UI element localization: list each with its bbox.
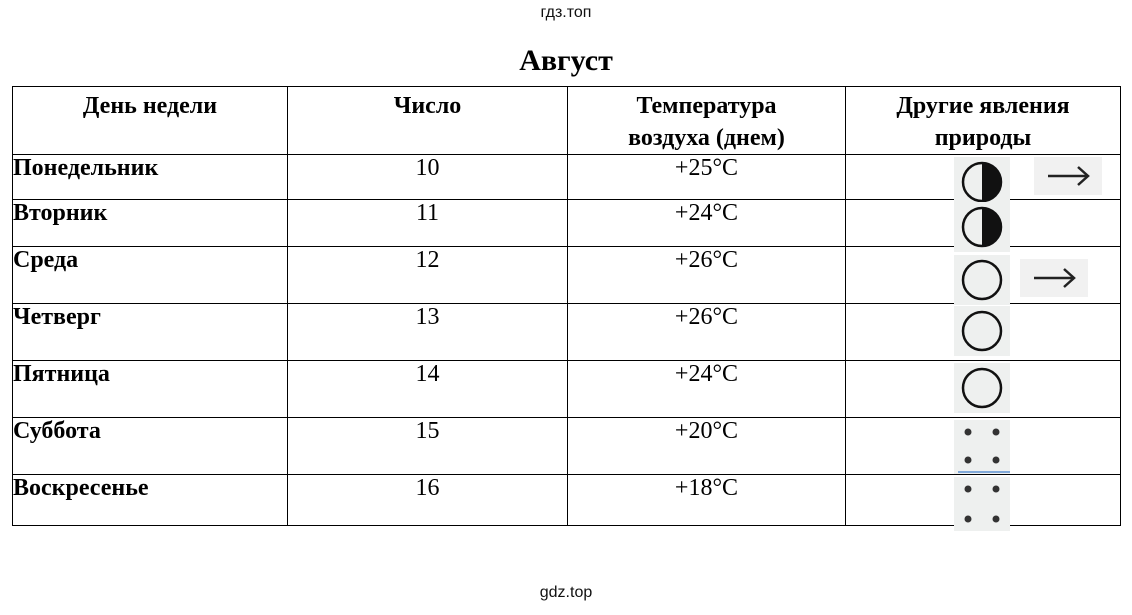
temperature-cell: +24°С (568, 361, 846, 418)
temperature-cell: +18°С (568, 475, 846, 526)
weather-table (12, 86, 1121, 526)
temperature-cell: +26°С (568, 247, 846, 304)
table-header-row (13, 87, 1121, 155)
watermark-top: гдз.топ (540, 4, 592, 21)
clear-icon (954, 306, 1010, 356)
header-temperature: Температура воздуха (днем) (568, 87, 846, 155)
temperature-cell: +20°С (568, 418, 846, 475)
header-day: День недели (13, 87, 288, 155)
table-row (13, 475, 1121, 526)
table-row (13, 304, 1121, 361)
day-cell: Воскресенье (13, 475, 288, 526)
page-title: Август (519, 44, 613, 77)
wind-arrow-icon (1020, 259, 1088, 297)
header-phenomena: Другие явления природы (846, 87, 1121, 155)
day-cell: Понедельник (13, 155, 288, 200)
header-number: Число (288, 87, 568, 155)
temperature-cell: +25°С (568, 155, 846, 200)
table-row (13, 361, 1121, 418)
number-cell: 15 (288, 418, 568, 475)
phenomena-cell (846, 200, 1121, 247)
number-cell: 12 (288, 247, 568, 304)
phenomena-cell (846, 418, 1121, 475)
phenomena-cell (846, 475, 1121, 526)
temperature-cell: +26°С (568, 304, 846, 361)
phenomena-cell (846, 304, 1121, 361)
wind-arrow-icon (1034, 157, 1102, 195)
number-cell: 16 (288, 475, 568, 526)
number-cell: 11 (288, 200, 568, 247)
watermark-bottom: gdz.top (539, 584, 593, 601)
table-row (13, 418, 1121, 475)
day-cell: Пятница (13, 361, 288, 418)
temperature-cell: +24°С (568, 200, 846, 247)
day-cell: Четверг (13, 304, 288, 361)
half-cloudy-icon (954, 202, 1010, 252)
table-row (13, 200, 1121, 247)
table-row (13, 155, 1121, 200)
phenomena-cell (846, 155, 1121, 200)
day-cell: Среда (13, 247, 288, 304)
number-cell: 14 (288, 361, 568, 418)
clear-icon (954, 255, 1010, 305)
number-cell: 10 (288, 155, 568, 200)
phenomena-cell (846, 361, 1121, 418)
number-cell: 13 (288, 304, 568, 361)
table-row (13, 247, 1121, 304)
day-cell: Суббота (13, 418, 288, 475)
day-cell: Вторник (13, 200, 288, 247)
clear-icon (954, 363, 1010, 413)
phenomena-cell (846, 247, 1121, 304)
rain-icon (954, 477, 1010, 531)
rain-icon (954, 420, 1010, 474)
